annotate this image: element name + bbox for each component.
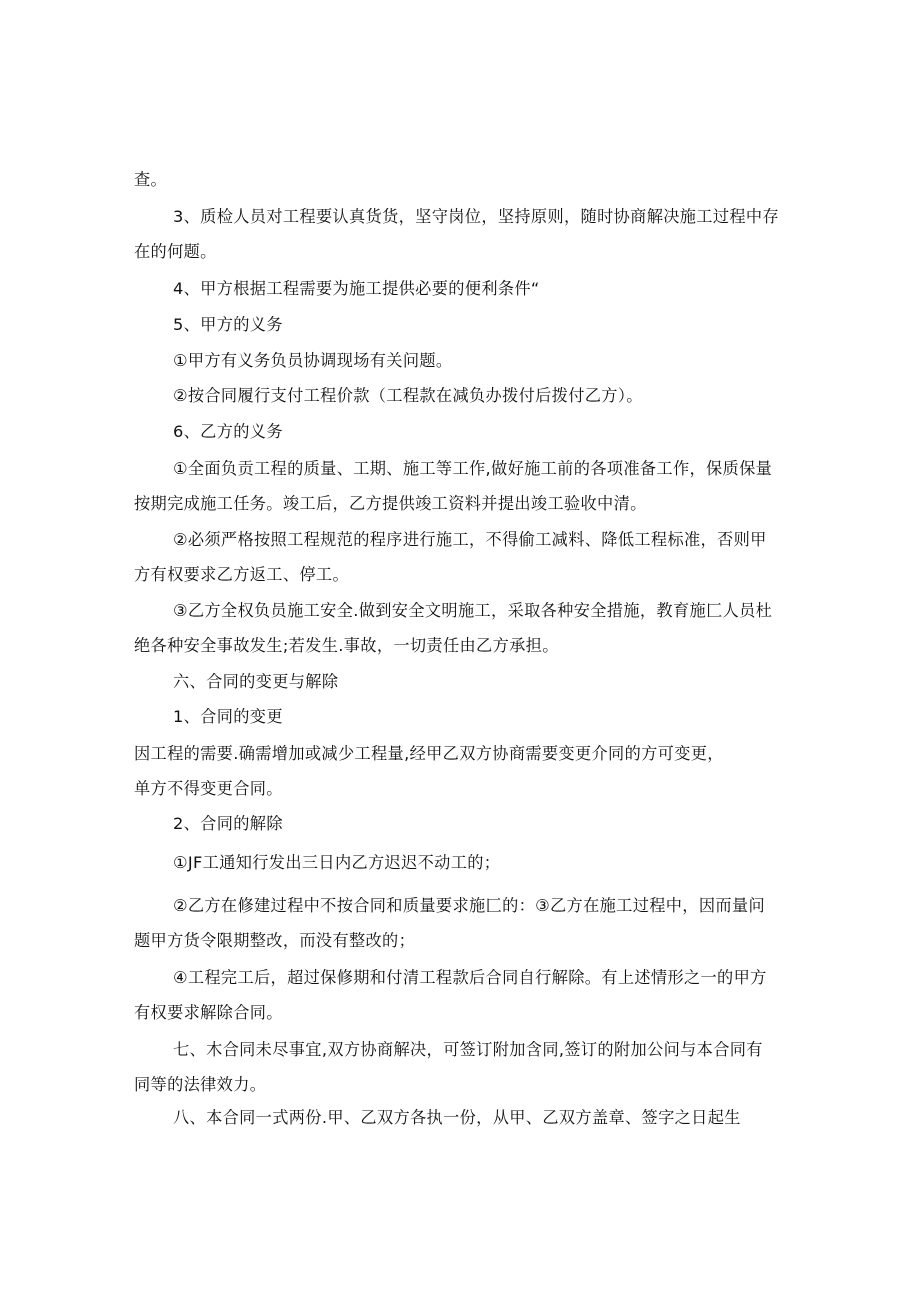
heading-section-6 <box>134 665 789 700</box>
text-line: 在的何题。 <box>134 241 217 261</box>
text-line: 有权要求解除合同。 <box>134 1002 283 1022</box>
paragraph-party-b-2 <box>134 523 789 592</box>
text-line: 七、木合同未尽事宜,双方协商解决，可签订附加含同,签订的附加公问与本合同有 <box>173 1040 763 1059</box>
text-line: 同等的法律效力。 <box>134 1074 267 1094</box>
text-line: 六、合同的变更与解除 <box>173 672 339 691</box>
paragraph-party-b-3 <box>134 594 789 663</box>
text-line: 按期完成施工任务。竣工后，乙方提供竣工资料并提出竣工验收中清。 <box>134 493 647 513</box>
text-line: ①JF工通知行发出三日内乙方迟迟不动工的； <box>173 853 501 872</box>
text-line: ①全面负贡工程的质量、工期、施工等工作,做好施工前的各项准备工作，保质保量 <box>173 459 773 478</box>
text-line: 1、合同的变更 <box>173 707 283 726</box>
text-line: ②按合同履行支付工程价款（工程款在减负办拨付后拨付乙方）。 <box>173 386 643 405</box>
text-line: ②必须严格按照工程规范的程序进行施工，不得偷工减料、降低工程标准，否则甲 <box>173 530 767 549</box>
text-line: 因工程的需要.确需增加或减少工程量,经甲乙双方协商需要变更介同的方可变更， <box>134 744 724 763</box>
text-line: 八、本合同一式两份.甲、乙双方各执一份，从甲、乙双方盖章、签字之日起生 <box>173 1108 741 1127</box>
text-line: 4、甲方根据工程需要为施工提供必要的便利条件“ <box>173 279 540 298</box>
paragraph-section-8 <box>134 1101 789 1136</box>
paragraph-section-7 <box>134 1033 789 1102</box>
paragraph-party-a-2 <box>134 379 789 414</box>
paragraph-contract-change <box>134 737 789 806</box>
heading-contract-termination <box>134 807 789 842</box>
text-line: 单方不得变更合同。 <box>134 778 283 798</box>
text-line: 绝各种安全事故发生;若发生.事故，一切责任由乙方承担。 <box>134 635 559 655</box>
paragraph-termination-2-3 <box>134 889 789 958</box>
paragraph-party-a-1 <box>134 344 789 379</box>
text-line: 6、乙方的义务 <box>173 422 283 441</box>
paragraph-termination-4 <box>134 961 789 1030</box>
paragraph-continuation <box>134 163 789 198</box>
paragraph-item-3 <box>134 200 789 269</box>
text-line: 2、合同的解除 <box>173 814 283 833</box>
paragraph-party-b-1 <box>134 452 789 521</box>
text-line: ③乙方全权负员施工安全.做到安全文明施工，采取各种安全措施，教育施匚人员杜 <box>173 601 773 620</box>
text-line: ①甲方有义务负员协调现场有关问题。 <box>173 351 453 370</box>
text-line: 5、甲方的义务 <box>173 315 283 334</box>
heading-contract-change <box>134 700 789 735</box>
text-line: 方有权要求乙方返工、停工。 <box>134 564 349 584</box>
text-line: 题甲方货令限期整改，而没有整改的； <box>134 930 416 950</box>
text-line: ②乙方在修建过程中不按合同和质量要求施匚的：③乙方在施工过程中，因而量问 <box>173 896 765 915</box>
heading-party-b-obligations <box>134 415 789 450</box>
paragraph-item-4 <box>134 272 789 307</box>
text-line: ④工程完工后，超过保修期和付清工程款后合同自行解除。有上述情形之一的甲方 <box>173 968 767 987</box>
text-line: 3、质检人员对工程要认真货货，坚守岗位，坚持原则，随时协商解决施工过程中存 <box>173 207 779 226</box>
paragraph-termination-1 <box>134 846 789 881</box>
heading-party-a-obligations <box>134 308 789 343</box>
text-line: 查。 <box>134 170 168 189</box>
